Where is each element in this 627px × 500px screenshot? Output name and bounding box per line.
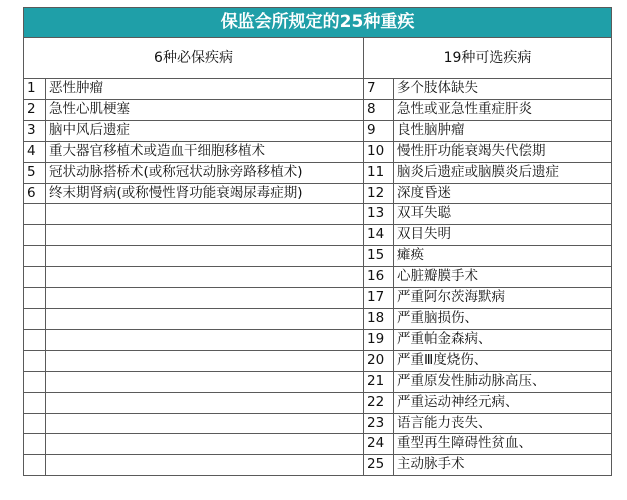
left-number-cell [24,308,46,329]
right-disease-cell: 严重脑损伤、 [394,308,612,329]
right-number-cell: 19 [364,329,394,350]
right-column-header: 19种可选疾病 [364,38,612,79]
right-number-cell: 11 [364,162,394,183]
left-disease-cell [46,371,364,392]
table-row [24,183,612,204]
left-number-cell [24,267,46,288]
table-row [24,162,612,183]
table-row [24,99,612,120]
right-disease-cell: 良性脑肿瘤 [394,120,612,141]
table-row [24,120,612,141]
table-row [24,204,612,225]
left-disease-cell [46,413,364,434]
right-disease-cell: 脑炎后遗症或脑膜炎后遗症 [394,162,612,183]
right-number-cell: 9 [364,120,394,141]
left-disease-cell: 重大器官移植术或造血干细胞移植术 [46,141,364,162]
right-disease-cell: 双耳失聪 [394,204,612,225]
disease-table-container [23,7,611,476]
right-number-cell: 14 [364,225,394,246]
table-row [24,141,612,162]
right-number-cell: 22 [364,392,394,413]
left-disease-cell: 终末期肾病(或称慢性肾功能衰竭尿毒症期) [46,183,364,204]
right-disease-cell: 重型再生障碍性贫血、 [394,434,612,455]
left-number-cell [24,350,46,371]
table-title: 保监会所规定的25种重疾 [24,8,612,38]
left-number-cell [24,392,46,413]
right-number-cell: 25 [364,455,394,476]
left-number-cell [24,371,46,392]
right-disease-cell: 严重Ⅲ度烧伤、 [394,350,612,371]
left-column-header: 6种必保疾病 [24,38,364,79]
left-number-cell [24,288,46,309]
table-row [24,329,612,350]
left-number-cell [24,455,46,476]
right-number-cell: 7 [364,79,394,100]
right-disease-cell: 慢性肝功能衰竭失代偿期 [394,141,612,162]
table-row [24,392,612,413]
left-disease-cell [46,434,364,455]
header-row [24,38,612,79]
right-number-cell: 16 [364,267,394,288]
right-disease-cell: 严重阿尔茨海默病 [394,288,612,309]
left-number-cell: 2 [24,99,46,120]
left-disease-cell [46,288,364,309]
right-disease-cell: 深度昏迷 [394,183,612,204]
table-row [24,455,612,476]
right-number-cell: 21 [364,371,394,392]
left-number-cell: 6 [24,183,46,204]
right-number-cell: 10 [364,141,394,162]
right-disease-cell: 语言能力丧失、 [394,413,612,434]
table-row [24,371,612,392]
right-number-cell: 24 [364,434,394,455]
table-row [24,246,612,267]
right-number-cell: 13 [364,204,394,225]
right-disease-cell: 瘫痪 [394,246,612,267]
table-row [24,288,612,309]
left-disease-cell [46,308,364,329]
table-row [24,434,612,455]
table-row [24,350,612,371]
left-number-cell: 4 [24,141,46,162]
left-number-cell [24,225,46,246]
right-disease-cell: 严重原发性肺动脉高压、 [394,371,612,392]
critical-illness-table [23,7,612,476]
right-disease-cell: 急性或亚急性重症肝炎 [394,99,612,120]
right-disease-cell: 心脏瓣膜手术 [394,267,612,288]
left-number-cell: 3 [24,120,46,141]
left-disease-cell [46,350,364,371]
table-row [24,413,612,434]
right-number-cell: 18 [364,308,394,329]
left-number-cell [24,246,46,267]
left-disease-cell [46,392,364,413]
left-disease-cell: 急性心肌梗塞 [46,99,364,120]
right-disease-cell: 严重帕金森病、 [394,329,612,350]
right-number-cell: 8 [364,99,394,120]
left-disease-cell: 冠状动脉搭桥术(或称冠状动脉旁路移植术) [46,162,364,183]
left-disease-cell [46,267,364,288]
left-disease-cell [46,455,364,476]
right-number-cell: 12 [364,183,394,204]
left-disease-cell [46,329,364,350]
left-disease-cell: 恶性肿瘤 [46,79,364,100]
left-disease-cell [46,225,364,246]
right-disease-cell: 严重运动神经元病、 [394,392,612,413]
left-disease-cell [46,204,364,225]
left-number-cell: 1 [24,79,46,100]
left-disease-cell [46,246,364,267]
left-number-cell [24,413,46,434]
left-number-cell: 5 [24,162,46,183]
title-row [24,8,612,38]
right-number-cell: 23 [364,413,394,434]
left-disease-cell: 脑中风后遗症 [46,120,364,141]
right-disease-cell: 多个肢体缺失 [394,79,612,100]
left-number-cell [24,434,46,455]
right-number-cell: 20 [364,350,394,371]
left-number-cell [24,204,46,225]
right-number-cell: 17 [364,288,394,309]
table-row [24,225,612,246]
table-row [24,267,612,288]
table-row [24,308,612,329]
right-disease-cell: 双目失明 [394,225,612,246]
table-row [24,79,612,100]
left-number-cell [24,329,46,350]
right-number-cell: 15 [364,246,394,267]
right-disease-cell: 主动脉手术 [394,455,612,476]
